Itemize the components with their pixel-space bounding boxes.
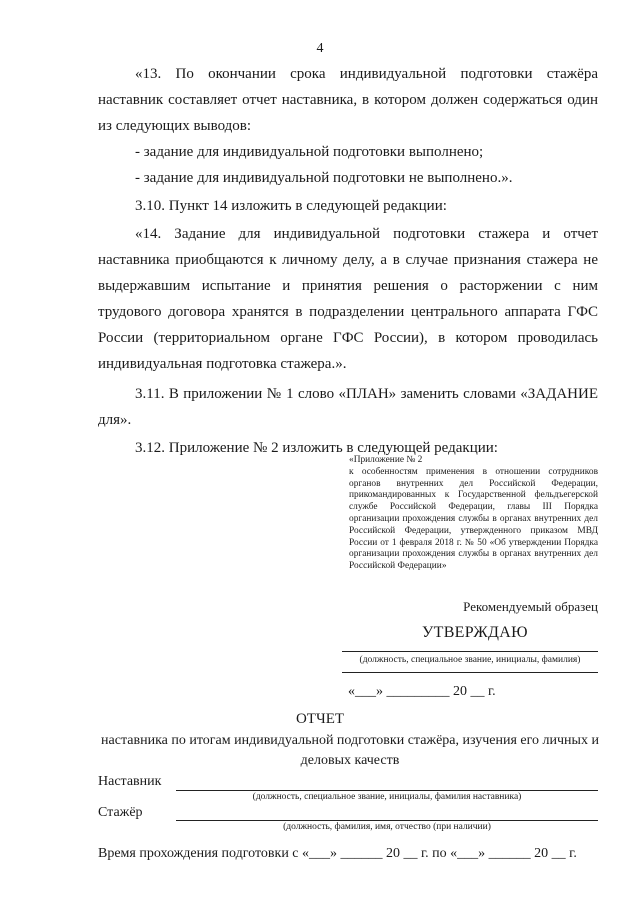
approve-date: «___» _________ 20 __ г. [348,684,496,699]
page-number: 4 [316,41,324,56]
training-period: Время прохождения подготовки с «___» ______ 20 __ г. по «___» ______ 20 __ г. [98,846,577,861]
mentor-caption: (должность, специальное звание, инициалы, фамилия наставника) [252,792,522,802]
approve-heading: УТВЕРЖДАЮ [422,624,528,641]
item-3-11: 3.11. В приложении № 1 слово «ПЛАН» заменить словами «ЗАДАНИЕ для». [98,386,598,428]
trainee-label: Стажёр [98,805,143,820]
approver-caption: (должность, специальное звание, инициалы, фамилия) [359,655,581,665]
body-text [98,61,598,461]
conclusion-done: - задание для индивидуальной подготовки выполнено; [135,144,484,160]
report-title: ОТЧЕТ [295,711,345,727]
trainee-caption: (должность, фамилия, имя, отчество (при наличии) [283,822,491,832]
appendix-title: «Приложение № 2 [349,455,423,465]
appendix-header [349,455,598,573]
conclusion-not-done: - задание для индивидуальной подготовки не выполнено.». [135,170,513,186]
mentor-label: Наставник [98,774,162,789]
recommended-sample: Рекомендуемый образец [463,599,598,614]
paragraph-13: «13. По окончании срока индивидуальной подготовки стажёра наставник составляет отчет наставника, в котором должен содержаться один из следующих выводов: [98,66,598,134]
approver-line-2 [342,672,598,673]
trainee-line [176,820,598,821]
paragraph-14: «14. Задание для индивидуальной подготовки стажера и отчет наставника приобщаются к личному делу, а в случае признания стажера не выдержавшим испытание и принятия решения о расторжении с ним трудового договора хранятся в подразделении центрального аппарата ГФС России (территориальном органе ГФС России), в котором проводилась индивидуальная подготовка стажера.». [98,226,598,372]
approver-line [342,651,598,652]
report-subtitle: наставника по итогам индивидуальной подготовки стажёра, изучения его личных и деловых качеств [101,733,599,768]
mentor-line [176,790,598,791]
item-3-10: 3.10. Пункт 14 изложить в следующей редакции: [135,198,447,214]
appendix-text: к особенностям применения в отношении сотрудников органов внутренних дел Российской Федерации, прикомандированных к Государственной фельдъегерской службе Российской Федерации, главы III Порядка организации прохождения службы в органах внутренних дел Российской Федерации, утвержденного приказом МВД России от 1 февраля 2018 г. № 50 «Об утверждении Порядка организации прохождения службы в органах внутренних дел Российской Федерации» [349,466,598,572]
item-3-12: 3.12. Приложение № 2 изложить в следующей редакции: [135,440,498,456]
